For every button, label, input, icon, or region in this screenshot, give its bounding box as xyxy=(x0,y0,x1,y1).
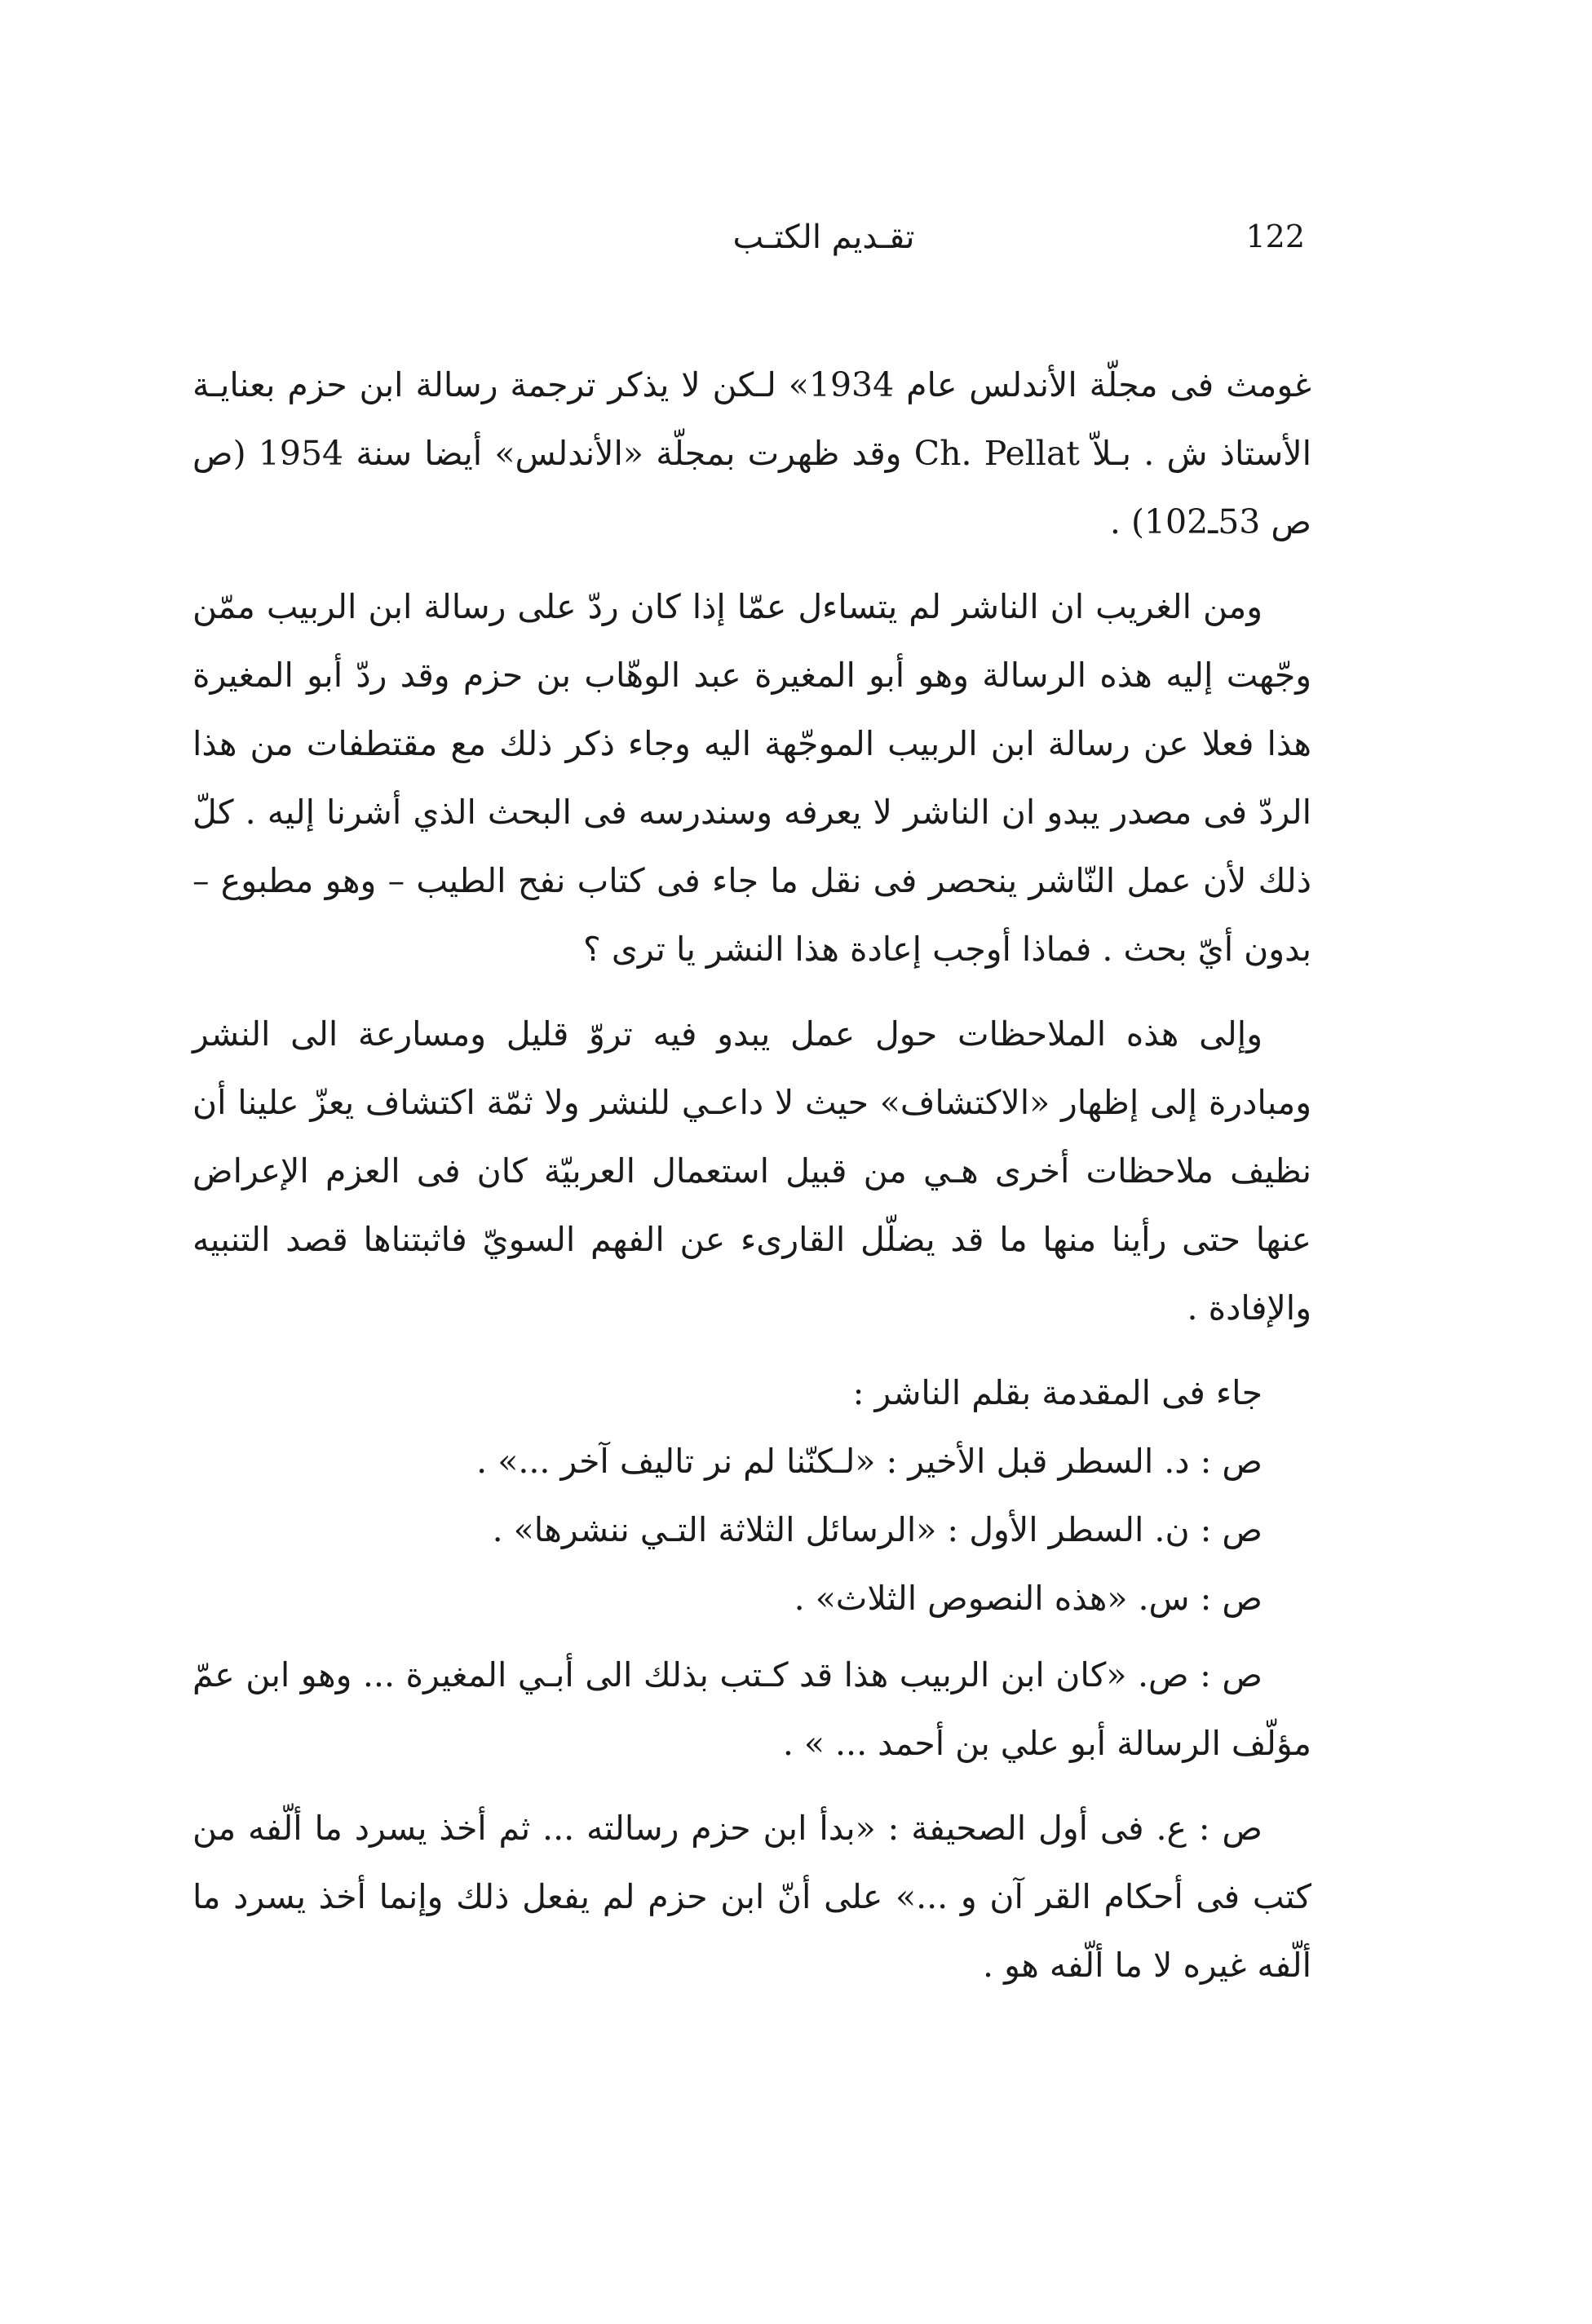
list-item: ص : د. السطر قبل الأخير : «لـكنّنا لم نر تاليف آخر ...» . xyxy=(476,1442,1263,1481)
list-item: ص : ع. فى أول الصحيفة : «بدأ ابن حزم رسالته ... ثم أخذ يسرد ما ألّفه من كتب فى أحكام القر آن و ...» على أنّ ابن حزم لم يفعل ذلك وإنما أخذ يسرد ما ألّفه غيره لا ما ألّفه هو . xyxy=(192,1809,1311,1985)
notes-list-intro: جاء فى المقدمة بقلم الناشر : xyxy=(852,1373,1263,1412)
paragraph-3: وإلى هذه الملاحظات حول عمل يبدو فيه تروّ قليل ومسارعة الى النشر ومبادرة إلى إظهار «الاكتشاف» حيث لا داعـي للنشر ولا ثمّة اكتشاف يعزّ علينا أن نظيف ملاحظات أخرى هـي من قبيل استعمال العربيّة كان فى العزم الإعراض عنها حتى رأينا منها ما قد يضلّل القارىء عن الفهم السويّ فاثبتناها قصد التنبيه والإفادة . xyxy=(192,1014,1311,1328)
paragraph-1: غومث فى مجلّة الأندلس عام 1934» لـكن لا يذكر ترجمة رسالة ابن حزم بعنايـة الأستاذ ش . بـلاّ Ch. Pellat وقد ظهرت بمجلّة «الأندلس» أيضا سنة 1954 (ص ص 53ـ102) . xyxy=(192,365,1311,541)
list-item: ص : ص. «كان ابن الربيب هذا قد كـتب بذلك الى أبـي المغيرة ... وهو ابن عمّ مؤلّف الرسالة أبو علي بن أحمد ... » . xyxy=(192,1655,1311,1763)
list-item: ص : س. «هذه النصوص الثلاث» . xyxy=(794,1579,1263,1618)
paragraph-2: ومن الغريب ان الناشر لم يتساءل عمّا إذا كان ردّ على رسالة ابن الربيب ممّن وجّهت إليه هذه الرسالة وهو أبو المغيرة عبد الوهّاب بن حزم وقد ردّ أبو المغيرة هذا فعلا عن رسالة ابن الربيب الموجّهة اليه وجاء ذكر ذلك مع مقتطفات من هذا الردّ فى مصدر يبدو ان الناشر لا يعرفه وسندرسه فى البحث الذي أشرنا إليه . كلّ ذلك لأن عمل النّاشر ينحصر فى نقل ما جاء فى كتاب نفح الطيب – وهو مطبوع – بدون أيّ بحث . فماذا أوجب إعادة هذا النشر يا ترى ؟ xyxy=(192,587,1311,969)
running-title: تقـديم الكتـب xyxy=(732,219,915,256)
page-header xyxy=(196,219,1305,267)
notes-list xyxy=(192,1359,1311,1999)
list-item: ص : ن. السطر الأول : «الرسائل الثلاثة التـي ننشرها» . xyxy=(492,1510,1263,1549)
body-text xyxy=(192,351,1311,2016)
page-number: 122 xyxy=(1245,219,1305,254)
